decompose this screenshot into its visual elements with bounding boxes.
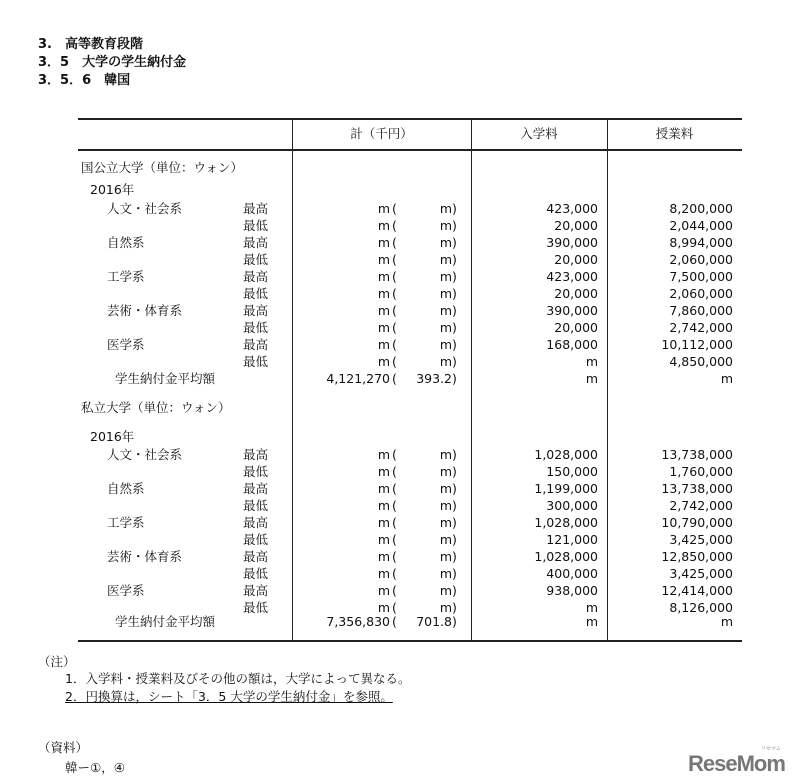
paren-close: ) [452, 600, 457, 615]
row-total-won: m [377, 498, 390, 513]
heading-1: 3. 高等教育段階 [38, 37, 143, 52]
logo-subtext: リセマム [760, 746, 781, 752]
paren-open: ( [392, 481, 397, 496]
average-total-yen: 393.2 [416, 371, 452, 386]
row-entry-fee: 150,000 [546, 464, 598, 479]
row-tuition: 10,112,000 [661, 337, 733, 352]
row-entry-fee: 168,000 [546, 337, 598, 352]
paren-close: ) [452, 498, 457, 513]
row-tuition: 2,060,000 [669, 286, 733, 301]
paren-close: ) [452, 354, 457, 369]
row-entry-fee: 20,000 [554, 252, 598, 267]
row-total-yen: m [439, 515, 452, 530]
row-total-yen: m [439, 532, 452, 547]
row-kind: 最高 [243, 337, 269, 352]
paren-open: ( [392, 549, 397, 564]
average-label: 学生納付金平均額 [115, 371, 216, 386]
average-total-yen: 701.8 [416, 614, 452, 629]
row-category: 医学系 [107, 337, 145, 352]
row-tuition: 1,760,000 [669, 464, 733, 479]
row-total-won: m [377, 354, 390, 369]
row-entry-fee: 1,028,000 [534, 549, 598, 564]
row-kind: 最高 [243, 269, 269, 284]
row-total-won: m [377, 600, 390, 615]
note-item: 2．円換算は，シート「3．5 大学の学生納付金」を参照。 [65, 689, 393, 704]
paren-open: ( [392, 566, 397, 581]
row-total-yen: m [439, 481, 452, 496]
row-entry-fee: 20,000 [554, 218, 598, 233]
row-kind: 最高 [243, 549, 269, 564]
paren-open: ( [392, 235, 397, 250]
row-total-yen: m [439, 583, 452, 598]
average-tuition: m [720, 371, 733, 386]
paren-close: ) [452, 614, 457, 629]
paren-open: ( [392, 337, 397, 352]
row-tuition: 4,850,000 [669, 354, 733, 369]
row-total-yen: m [439, 354, 452, 369]
row-total-won: m [377, 464, 390, 479]
section-year: 2016年 [90, 429, 135, 444]
row-kind: 最低 [243, 464, 269, 479]
row-total-won: m [377, 252, 390, 267]
row-entry-fee: 938,000 [546, 583, 598, 598]
row-entry-fee: 390,000 [546, 303, 598, 318]
paren-open: ( [392, 218, 397, 233]
paren-open: ( [392, 464, 397, 479]
row-tuition: 7,860,000 [669, 303, 733, 318]
row-tuition: 12,850,000 [661, 549, 733, 564]
row-kind: 最低 [243, 354, 269, 369]
paren-open: ( [392, 498, 397, 513]
row-total-yen: m [439, 303, 452, 318]
column-divider [292, 119, 293, 641]
row-kind: 最高 [243, 583, 269, 598]
paren-open: ( [392, 252, 397, 267]
paren-open: ( [392, 371, 397, 386]
row-kind: 最高 [243, 201, 269, 216]
row-total-yen: m [439, 201, 452, 216]
paren-open: ( [392, 303, 397, 318]
row-entry-fee: 20,000 [554, 320, 598, 335]
column-divider [607, 119, 608, 641]
paren-close: ) [452, 252, 457, 267]
row-kind: 最低 [243, 320, 269, 335]
row-kind: 最低 [243, 566, 269, 581]
row-kind: 最低 [243, 600, 269, 615]
row-total-won: m [377, 447, 390, 462]
row-entry-fee: 390,000 [546, 235, 598, 250]
paren-open: ( [392, 532, 397, 547]
row-tuition: 10,790,000 [661, 515, 733, 530]
row-total-won: m [377, 337, 390, 352]
row-category: 工学系 [107, 269, 145, 284]
section-title: 私立大学（単位：ウォン） [81, 400, 231, 415]
row-tuition: 2,742,000 [669, 320, 733, 335]
row-category: 芸術・体育系 [107, 303, 183, 318]
section-year: 2016年 [90, 182, 135, 197]
row-tuition: 8,126,000 [669, 600, 733, 615]
row-entry-fee: 423,000 [546, 201, 598, 216]
row-tuition: 2,044,000 [669, 218, 733, 233]
row-kind: 最低 [243, 252, 269, 267]
sources-title: （資料） [38, 740, 89, 755]
paren-open: ( [392, 269, 397, 284]
row-entry-fee: 121,000 [546, 532, 598, 547]
paren-open: ( [392, 583, 397, 598]
row-kind: 最低 [243, 532, 269, 547]
row-total-won: m [377, 269, 390, 284]
header-total: 計（千円） [350, 126, 413, 141]
logo-text: ReseMom [688, 751, 785, 776]
row-tuition: 3,425,000 [669, 532, 733, 547]
row-entry-fee: 1,199,000 [534, 481, 598, 496]
row-entry-fee: 20,000 [554, 286, 598, 301]
row-kind: 最高 [243, 447, 269, 462]
row-total-won: m [377, 481, 390, 496]
row-total-won: m [377, 515, 390, 530]
paren-open: ( [392, 320, 397, 335]
paren-open: ( [392, 515, 397, 530]
row-total-yen: m [439, 337, 452, 352]
row-total-won: m [377, 286, 390, 301]
row-total-yen: m [439, 286, 452, 301]
row-tuition: 13,738,000 [661, 447, 733, 462]
row-entry-fee: 1,028,000 [534, 515, 598, 530]
row-total-yen: m [439, 549, 452, 564]
row-total-won: m [377, 303, 390, 318]
row-category: 自然系 [107, 235, 145, 250]
row-tuition: 13,738,000 [661, 481, 733, 496]
row-total-yen: m [439, 320, 452, 335]
row-entry-fee: 300,000 [546, 498, 598, 513]
row-tuition: 2,060,000 [669, 252, 733, 267]
paren-close: ) [452, 549, 457, 564]
row-tuition: 8,994,000 [669, 235, 733, 250]
paren-close: ) [452, 447, 457, 462]
row-category: 人文・社会系 [107, 201, 183, 216]
row-entry-fee: m [585, 354, 598, 369]
row-kind: 最低 [243, 498, 269, 513]
row-total-yen: m [439, 464, 452, 479]
row-total-won: m [377, 320, 390, 335]
table-top-rule [78, 118, 742, 120]
note-item: 1．入学料・授業料及びその他の額は，大学によって異なる。 [65, 671, 411, 686]
row-total-yen: m [439, 235, 452, 250]
paren-close: ) [452, 201, 457, 216]
row-tuition: 3,425,000 [669, 566, 733, 581]
paren-open: ( [392, 447, 397, 462]
row-kind: 最高 [243, 481, 269, 496]
header-tuition: 授業料 [655, 126, 694, 141]
table-bottom-rule [78, 640, 742, 642]
row-entry-fee: 1,028,000 [534, 447, 598, 462]
average-tuition: m [720, 614, 733, 629]
row-kind: 最低 [243, 286, 269, 301]
paren-close: ) [452, 235, 457, 250]
column-divider [471, 119, 472, 641]
paren-close: ) [452, 269, 457, 284]
sources-text: 韓ー①，④ [65, 760, 125, 775]
row-total-won: m [377, 235, 390, 250]
row-total-won: m [377, 549, 390, 564]
row-kind: 最高 [243, 515, 269, 530]
row-total-yen: m [439, 566, 452, 581]
row-entry-fee: 423,000 [546, 269, 598, 284]
paren-close: ) [452, 532, 457, 547]
paren-close: ) [452, 218, 457, 233]
row-kind: 最低 [243, 218, 269, 233]
row-tuition: 2,742,000 [669, 498, 733, 513]
resemom-logo [688, 746, 785, 777]
paren-close: ) [452, 583, 457, 598]
paren-open: ( [392, 600, 397, 615]
row-total-won: m [377, 218, 390, 233]
paren-open: ( [392, 286, 397, 301]
heading-3: 3．5．6 韓国 [38, 73, 131, 88]
paren-close: ) [452, 464, 457, 479]
row-total-won: m [377, 566, 390, 581]
paren-close: ) [452, 566, 457, 581]
row-total-yen: m [439, 498, 452, 513]
row-total-yen: m [439, 600, 452, 615]
paren-open: ( [392, 201, 397, 216]
paren-close: ) [452, 515, 457, 530]
average-entry-fee: m [585, 371, 598, 386]
paren-close: ) [452, 337, 457, 352]
row-total-yen: m [439, 269, 452, 284]
paren-close: ) [452, 481, 457, 496]
paren-close: ) [452, 371, 457, 386]
paren-close: ) [452, 286, 457, 301]
paren-open: ( [392, 354, 397, 369]
section-title: 国公立大学（単位：ウォン） [81, 160, 244, 175]
notes-title: （注） [38, 654, 76, 669]
row-total-yen: m [439, 447, 452, 462]
row-entry-fee: 400,000 [546, 566, 598, 581]
row-category: 医学系 [107, 583, 145, 598]
row-tuition: 12,414,000 [661, 583, 733, 598]
row-tuition: 8,200,000 [669, 201, 733, 216]
average-label: 学生納付金平均額 [115, 614, 216, 629]
row-total-yen: m [439, 252, 452, 267]
row-category: 自然系 [107, 481, 145, 496]
header-entry-fee: 入学料 [520, 126, 558, 141]
row-total-won: m [377, 201, 390, 216]
header-rule [78, 149, 742, 151]
row-total-won: m [377, 532, 390, 547]
row-entry-fee: m [585, 600, 598, 615]
row-category: 芸術・体育系 [107, 549, 183, 564]
row-kind: 最高 [243, 235, 269, 250]
average-total-won: 7,356,830 [326, 614, 390, 629]
row-category: 人文・社会系 [107, 447, 183, 462]
paren-open: ( [392, 614, 397, 629]
paren-close: ) [452, 320, 457, 335]
paren-close: ) [452, 303, 457, 318]
row-tuition: 7,500,000 [669, 269, 733, 284]
row-total-won: m [377, 583, 390, 598]
average-entry-fee: m [585, 614, 598, 629]
row-kind: 最高 [243, 303, 269, 318]
row-total-yen: m [439, 218, 452, 233]
row-category: 工学系 [107, 515, 145, 530]
average-total-won: 4,121,270 [326, 371, 390, 386]
heading-2: 3．5 大学の学生納付金 [38, 55, 187, 70]
